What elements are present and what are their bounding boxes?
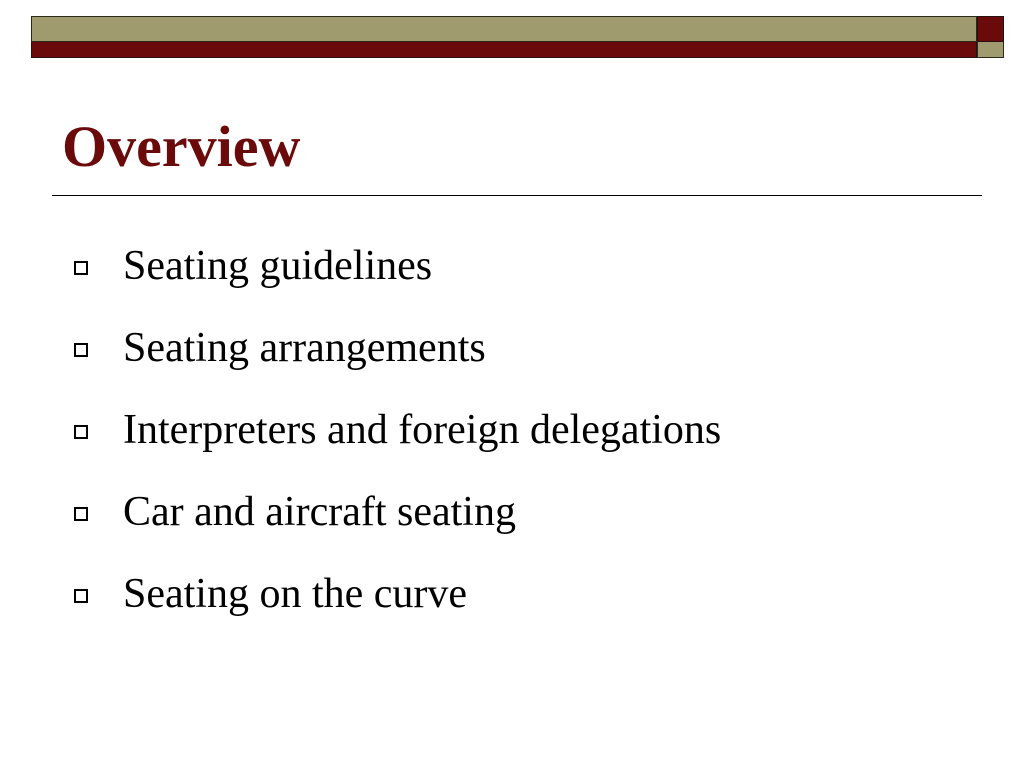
- header-square-olive: [977, 42, 1004, 58]
- bullet-text: Car and aircraft seating: [123, 489, 516, 535]
- list-item: [0, 568, 1024, 650]
- hollow-square-icon: [74, 261, 88, 275]
- hollow-square-icon: [74, 425, 88, 439]
- bullet-list: [0, 240, 1024, 650]
- bullet-text: Interpreters and foreign delegations: [123, 407, 722, 453]
- list-item: [0, 404, 1024, 486]
- hollow-square-icon: [74, 343, 88, 357]
- header-bar-olive: [31, 16, 977, 42]
- list-item: [0, 322, 1024, 404]
- bullet-text: Seating guidelines: [123, 243, 433, 289]
- hollow-square-icon: [74, 507, 88, 521]
- bullet-text: Seating on the curve: [123, 571, 468, 617]
- bullet-text: Seating arrangements: [123, 325, 486, 371]
- slide-title: Overview: [62, 114, 301, 179]
- list-item: [0, 240, 1024, 322]
- list-item: [0, 486, 1024, 568]
- header-bar-maroon: [31, 42, 977, 58]
- hollow-square-icon: [74, 589, 88, 603]
- header-square-maroon: [977, 16, 1004, 42]
- title-divider: [52, 195, 982, 196]
